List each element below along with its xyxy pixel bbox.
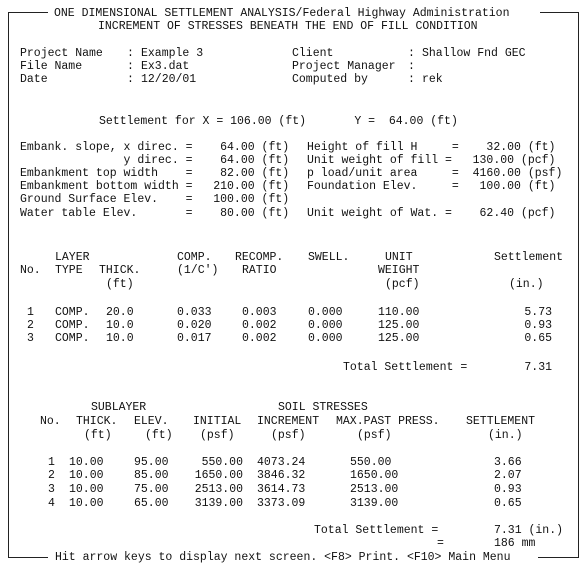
param-left-6: Water table Elev. = 80.00 (ft) xyxy=(20,207,290,220)
param-right-3: p load/unit area = 4160.00 (psf) xyxy=(307,167,563,180)
col-sub-settlement: SETTLEMENT xyxy=(466,415,536,428)
param-right-1: Height of fill H = 32.00 (ft) xyxy=(307,141,556,154)
param-right-6: Unit weight of Wat. = 62.40 (pcf) xyxy=(307,207,556,220)
param-right-2: Unit weight of fill = 130.00 (pcf) xyxy=(307,154,556,167)
layer-total-label: Total Settlement = xyxy=(343,361,468,374)
col-sub-thick: THICK. xyxy=(76,415,118,428)
col-sub-initial: INITIAL xyxy=(193,415,242,428)
frame-left-border xyxy=(8,12,9,557)
header-subtitle: INCREMENT OF STRESSES BENEATH THE END OF FILL CONDITION xyxy=(98,20,478,33)
file-name-value: Ex3.dat xyxy=(141,60,190,73)
col-type: TYPE xyxy=(55,264,83,277)
param-right-4: Foundation Elev. = 100.00 (ft) xyxy=(307,180,556,193)
col-sub-no: No. xyxy=(40,415,61,428)
col-sub-increment: INCREMENT xyxy=(257,415,320,428)
sublayer-total-in: 7.31 (in.) xyxy=(494,524,564,537)
sublayer-total-mm: 186 mm xyxy=(494,537,536,550)
computed-by-value: rek xyxy=(422,73,443,86)
computed-by-label: Computed by xyxy=(292,73,368,86)
col-settlement: Settlement xyxy=(494,251,564,264)
client-value: Shallow Fnd GEC xyxy=(422,47,526,60)
frame-right-border xyxy=(578,12,579,557)
col-comp: COMP. xyxy=(177,251,212,264)
col-settlement-unit: (in.) xyxy=(509,278,544,291)
sublayer-total-label: Total Settlement = xyxy=(314,524,439,537)
col-recomp-ratio: RATIO xyxy=(242,264,277,277)
project-manager-label: Project Manager xyxy=(292,60,396,73)
footer-instructions: Hit arrow keys to display next screen. <F8> Print. <F10> Main Menu xyxy=(55,551,511,564)
settlement-location: Settlement for X = 106.00 (ft) Y = 64.00 (ft) xyxy=(99,115,458,128)
header-title: ONE DIMENSIONAL SETTLEMENT ANALYSIS/Federal Highway Administration xyxy=(54,7,510,20)
client-label: Client xyxy=(292,47,334,60)
col-unit-weight: WEIGHT xyxy=(378,264,420,277)
param-left-5: Ground Surface Elev. = 100.00 (ft) xyxy=(20,193,290,206)
param-left-3: Embankment top width = 82.00 (ft) xyxy=(20,167,290,180)
col-sublayer: SUBLAYER xyxy=(91,401,147,414)
date-value: 12/20/01 xyxy=(141,73,197,86)
col-recomp: RECOMP. xyxy=(235,251,284,264)
col-sub-maxpast: MAX.PAST PRESS. xyxy=(336,415,440,428)
sublayer-total-eq: = xyxy=(437,537,444,550)
col-layer: LAYER xyxy=(55,251,90,264)
col-unit-weight-unit: (pcf) xyxy=(385,278,420,291)
project-name-value: Example 3 xyxy=(141,47,204,60)
col-swell: SWELL. xyxy=(308,251,350,264)
col-no: No. xyxy=(20,264,41,277)
col-comp-unit: (1/C') xyxy=(177,264,219,277)
param-left-4: Embankment bottom width = 210.00 (ft) xyxy=(20,180,290,193)
date-label: Date xyxy=(20,73,48,86)
col-thick: THICK. xyxy=(99,264,141,277)
col-soil-stresses: SOIL STRESSES xyxy=(278,401,368,414)
param-left-1: Embank. slope, x direc. = 64.00 (ft) xyxy=(20,141,290,154)
project-name-label: Project Name xyxy=(20,47,103,60)
file-name-label: File Name xyxy=(20,60,83,73)
col-thick-unit: (ft) xyxy=(106,278,134,291)
layer-total-value: 7.31 xyxy=(524,361,552,374)
col-unit: UNIT xyxy=(385,251,413,264)
col-sub-elev: ELEV. xyxy=(134,415,169,428)
param-left-2: y direc. = 64.00 (ft) xyxy=(20,154,290,167)
